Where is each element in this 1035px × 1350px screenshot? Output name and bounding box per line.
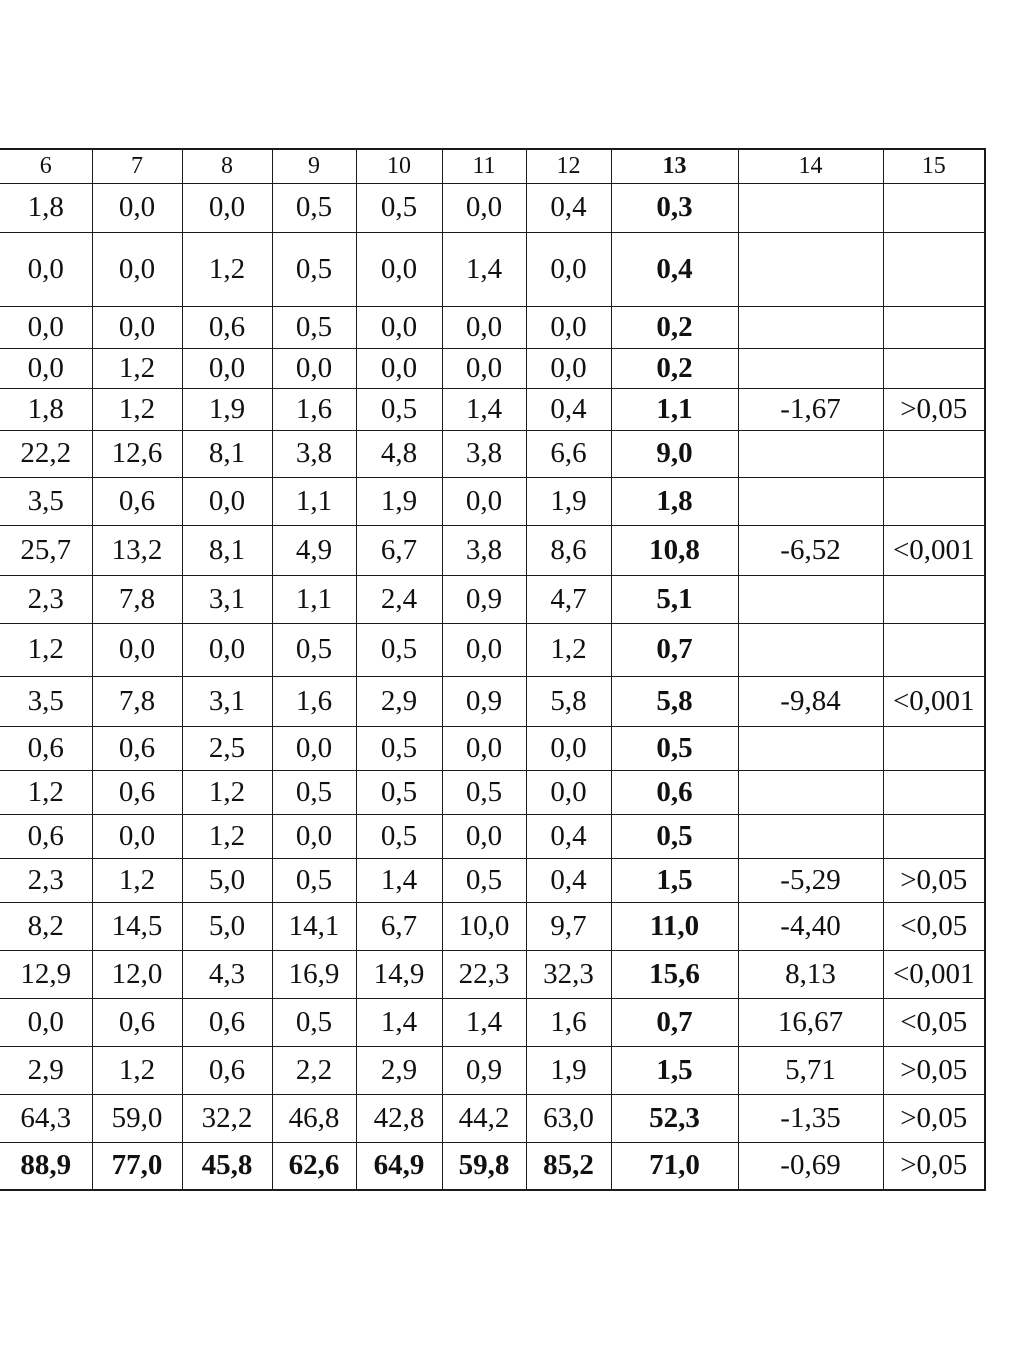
table-cell: 0,0 <box>356 348 442 388</box>
table-cell: -5,29 <box>738 858 883 902</box>
table-cell <box>738 477 883 525</box>
table-cell: 85,2 <box>526 1142 611 1190</box>
table-cell: 0,6 <box>182 306 272 348</box>
table-cell: 0,5 <box>356 814 442 858</box>
table-cell <box>738 430 883 477</box>
table-cell: 16,9 <box>272 950 356 998</box>
table-cell: 0,5 <box>611 814 738 858</box>
table-cell: 1,9 <box>526 1046 611 1094</box>
table-cell: 0,0 <box>182 477 272 525</box>
table-cell: 2,9 <box>356 676 442 726</box>
table-cell: 0,0 <box>182 348 272 388</box>
table-cell: 2,4 <box>356 575 442 623</box>
table-cell: -4,40 <box>738 902 883 950</box>
table-cell: 22,3 <box>442 950 526 998</box>
table-cell: 3,8 <box>442 525 526 575</box>
table-row <box>0 306 985 348</box>
table-cell: 0,6 <box>0 726 92 770</box>
table-cell <box>883 183 985 232</box>
table-cell: 5,0 <box>182 858 272 902</box>
table-cell: 0,5 <box>356 623 442 676</box>
table-cell: 0,0 <box>356 306 442 348</box>
column-header: 13 <box>611 149 738 183</box>
table-cell: 0,9 <box>442 676 526 726</box>
table-cell: 0,0 <box>182 623 272 676</box>
table-row <box>0 726 985 770</box>
table-cell <box>883 814 985 858</box>
table-cell: 77,0 <box>92 1142 182 1190</box>
table-cell: 1,6 <box>272 676 356 726</box>
table-row <box>0 950 985 998</box>
table-cell: 13,2 <box>92 525 182 575</box>
table-cell: 0,5 <box>356 770 442 814</box>
table-cell: 0,0 <box>442 306 526 348</box>
table-row <box>0 902 985 950</box>
table-row <box>0 998 985 1046</box>
table-cell: -1,35 <box>738 1094 883 1142</box>
table-cell: 1,4 <box>356 858 442 902</box>
table-cell: 45,8 <box>182 1142 272 1190</box>
table-cell: 0,9 <box>442 575 526 623</box>
table-cell: 1,9 <box>526 477 611 525</box>
table-cell: 3,8 <box>442 430 526 477</box>
table-cell <box>883 477 985 525</box>
table-cell <box>883 306 985 348</box>
table-cell: 3,5 <box>0 477 92 525</box>
table-row <box>0 770 985 814</box>
table-cell: 3,1 <box>182 575 272 623</box>
table-cell <box>738 623 883 676</box>
table-cell: 6,6 <box>526 430 611 477</box>
table-cell <box>883 575 985 623</box>
table-cell: 0,5 <box>442 858 526 902</box>
table-cell: 0,0 <box>272 348 356 388</box>
table-cell: 46,8 <box>272 1094 356 1142</box>
table-cell: <0,001 <box>883 676 985 726</box>
table-cell: 5,8 <box>611 676 738 726</box>
table-cell: 0,6 <box>0 814 92 858</box>
table-row <box>0 525 985 575</box>
table-cell: 0,5 <box>272 858 356 902</box>
table-cell <box>883 348 985 388</box>
table-cell: 88,9 <box>0 1142 92 1190</box>
table-cell: 1,2 <box>0 623 92 676</box>
table-cell: 0,0 <box>442 726 526 770</box>
table-cell: 14,9 <box>356 950 442 998</box>
table-cell: 0,5 <box>272 623 356 676</box>
table-cell: 15,6 <box>611 950 738 998</box>
table-cell: 1,9 <box>356 477 442 525</box>
table-cell: 6,7 <box>356 525 442 575</box>
table-cell <box>883 770 985 814</box>
table-cell: 8,2 <box>0 902 92 950</box>
table-cell: 5,8 <box>526 676 611 726</box>
table-cell: 0,0 <box>526 770 611 814</box>
table-cell: 0,2 <box>611 348 738 388</box>
table-cell: 8,6 <box>526 525 611 575</box>
table-cell: 9,7 <box>526 902 611 950</box>
table-cell: 1,1 <box>611 388 738 430</box>
table-cell: 3,5 <box>0 676 92 726</box>
table-cell: 71,0 <box>611 1142 738 1190</box>
table-cell: 1,5 <box>611 1046 738 1094</box>
table-cell: 14,1 <box>272 902 356 950</box>
table-cell: 0,0 <box>92 306 182 348</box>
table-cell: 1,4 <box>442 998 526 1046</box>
table-cell: 22,2 <box>0 430 92 477</box>
table-cell: 0,0 <box>442 623 526 676</box>
table-cell: 0,5 <box>611 726 738 770</box>
table-cell: >0,05 <box>883 388 985 430</box>
table-cell: 42,8 <box>356 1094 442 1142</box>
table-cell: 1,6 <box>272 388 356 430</box>
table-cell: 0,6 <box>92 998 182 1046</box>
table-cell: 0,6 <box>92 477 182 525</box>
table-cell <box>883 430 985 477</box>
table-cell: 12,6 <box>92 430 182 477</box>
table-cell: 0,6 <box>182 1046 272 1094</box>
table-cell: -0,69 <box>738 1142 883 1190</box>
table-cell: 0,5 <box>272 770 356 814</box>
table-cell: 0,0 <box>272 726 356 770</box>
table-cell: 0,0 <box>0 348 92 388</box>
table-cell: 4,7 <box>526 575 611 623</box>
table-cell: 44,2 <box>442 1094 526 1142</box>
table-cell: 2,9 <box>356 1046 442 1094</box>
table-cell: 1,8 <box>611 477 738 525</box>
table-cell: 0,0 <box>356 232 442 306</box>
table-cell: 0,4 <box>526 183 611 232</box>
data-table <box>0 148 986 1191</box>
table-cell: 7,8 <box>92 676 182 726</box>
table-cell: 0,0 <box>442 477 526 525</box>
table-cell: 52,3 <box>611 1094 738 1142</box>
table-cell: 1,4 <box>442 232 526 306</box>
table-cell: >0,05 <box>883 1046 985 1094</box>
column-header: 7 <box>92 149 182 183</box>
table-cell: 1,5 <box>611 858 738 902</box>
table-cell: 59,8 <box>442 1142 526 1190</box>
table-cell: 0,0 <box>526 348 611 388</box>
table-cell: 0,5 <box>356 388 442 430</box>
table-row <box>0 183 985 232</box>
table-cell <box>883 232 985 306</box>
table-cell: 0,6 <box>611 770 738 814</box>
table-cell: 0,9 <box>442 1046 526 1094</box>
table-cell: 1,9 <box>182 388 272 430</box>
table-cell: 0,5 <box>272 998 356 1046</box>
table-row <box>0 623 985 676</box>
table-cell: 4,3 <box>182 950 272 998</box>
table-row <box>0 1094 985 1142</box>
table-row <box>0 430 985 477</box>
column-header: 11 <box>442 149 526 183</box>
table-cell: 6,7 <box>356 902 442 950</box>
table-cell: 0,0 <box>272 814 356 858</box>
table-cell: 32,2 <box>182 1094 272 1142</box>
table-cell: 0,0 <box>526 232 611 306</box>
table-cell: 25,7 <box>0 525 92 575</box>
table-cell: 9,0 <box>611 430 738 477</box>
table-cell: 7,8 <box>92 575 182 623</box>
table-cell: 1,2 <box>92 1046 182 1094</box>
table-cell: <0,001 <box>883 525 985 575</box>
table-cell: 0,0 <box>442 183 526 232</box>
table-cell: 8,13 <box>738 950 883 998</box>
table-row <box>0 1046 985 1094</box>
table-cell: 1,1 <box>272 477 356 525</box>
table-cell: 0,0 <box>526 306 611 348</box>
column-header: 6 <box>0 149 92 183</box>
table-cell: 4,9 <box>272 525 356 575</box>
table-row <box>0 575 985 623</box>
table-cell: 63,0 <box>526 1094 611 1142</box>
table-cell: 12,0 <box>92 950 182 998</box>
table-cell: 0,0 <box>442 348 526 388</box>
table-cell: >0,05 <box>883 1094 985 1142</box>
header-row <box>0 149 985 183</box>
table-cell: 1,4 <box>442 388 526 430</box>
table-cell: 1,8 <box>0 183 92 232</box>
table-cell <box>738 183 883 232</box>
table-cell: 0,4 <box>611 232 738 306</box>
table-cell: 5,0 <box>182 902 272 950</box>
table-cell <box>738 726 883 770</box>
table-cell: 32,3 <box>526 950 611 998</box>
table-cell: 0,5 <box>272 232 356 306</box>
table-cell: 3,8 <box>272 430 356 477</box>
table-cell: 0,5 <box>442 770 526 814</box>
table-cell: 2,2 <box>272 1046 356 1094</box>
table-cell: 0,6 <box>92 770 182 814</box>
table-cell: 0,4 <box>526 388 611 430</box>
table-cell <box>738 306 883 348</box>
table-cell: 10,8 <box>611 525 738 575</box>
column-header: 8 <box>182 149 272 183</box>
table-cell: 8,1 <box>182 525 272 575</box>
table-cell: 1,2 <box>182 814 272 858</box>
table-cell: 0,0 <box>92 814 182 858</box>
table-cell: 2,3 <box>0 858 92 902</box>
table-cell: 64,3 <box>0 1094 92 1142</box>
table-cell: 0,0 <box>92 623 182 676</box>
table-cell: 1,2 <box>92 348 182 388</box>
table-cell: 16,67 <box>738 998 883 1046</box>
table-row <box>0 676 985 726</box>
table-cell: 62,6 <box>272 1142 356 1190</box>
table-cell: <0,001 <box>883 950 985 998</box>
table-cell: 11,0 <box>611 902 738 950</box>
table-cell <box>738 814 883 858</box>
table-cell: 2,3 <box>0 575 92 623</box>
table-cell: 12,9 <box>0 950 92 998</box>
table-cell: -1,67 <box>738 388 883 430</box>
table-cell: 5,1 <box>611 575 738 623</box>
table-row <box>0 814 985 858</box>
table-cell <box>738 575 883 623</box>
table-cell: 0,2 <box>611 306 738 348</box>
table-cell: 0,7 <box>611 623 738 676</box>
table-cell: -6,52 <box>738 525 883 575</box>
table-cell: 0,6 <box>182 998 272 1046</box>
table-cell: 0,4 <box>526 858 611 902</box>
table-row <box>0 1142 985 1190</box>
table-cell: 5,71 <box>738 1046 883 1094</box>
table-cell: 0,4 <box>526 814 611 858</box>
table-cell: 8,1 <box>182 430 272 477</box>
table-cell: <0,05 <box>883 998 985 1046</box>
table-cell: 0,0 <box>92 183 182 232</box>
table-cell <box>738 232 883 306</box>
table-cell: 0,6 <box>92 726 182 770</box>
table-cell: 59,0 <box>92 1094 182 1142</box>
table-cell: 0,0 <box>526 726 611 770</box>
table-cell: 0,0 <box>0 232 92 306</box>
table-row <box>0 477 985 525</box>
table-cell: >0,05 <box>883 1142 985 1190</box>
table-body <box>0 149 985 1190</box>
table-cell: 1,2 <box>526 623 611 676</box>
table-cell: 1,4 <box>356 998 442 1046</box>
table-cell: 0,0 <box>442 814 526 858</box>
table-cell: 14,5 <box>92 902 182 950</box>
table-cell: 1,6 <box>526 998 611 1046</box>
table-cell: <0,05 <box>883 902 985 950</box>
table-cell: 0,5 <box>356 726 442 770</box>
table-cell: 1,2 <box>182 232 272 306</box>
table-cell: 0,0 <box>0 998 92 1046</box>
column-header: 15 <box>883 149 985 183</box>
table-row <box>0 232 985 306</box>
table-cell: 0,5 <box>356 183 442 232</box>
column-header: 12 <box>526 149 611 183</box>
table-cell: 0,7 <box>611 998 738 1046</box>
table-cell: 10,0 <box>442 902 526 950</box>
table-row <box>0 388 985 430</box>
table-cell: 1,2 <box>92 388 182 430</box>
table-cell: 1,2 <box>182 770 272 814</box>
table-cell: 0,3 <box>611 183 738 232</box>
table-cell: 0,0 <box>92 232 182 306</box>
table-cell: 1,2 <box>92 858 182 902</box>
table-cell: 2,5 <box>182 726 272 770</box>
column-header: 14 <box>738 149 883 183</box>
table-cell: 4,8 <box>356 430 442 477</box>
table-cell: 1,8 <box>0 388 92 430</box>
table-row <box>0 858 985 902</box>
table-cell <box>883 623 985 676</box>
table-cell: 0,0 <box>182 183 272 232</box>
table-cell: 1,1 <box>272 575 356 623</box>
table-cell <box>738 770 883 814</box>
table-cell: 0,0 <box>0 306 92 348</box>
table-cell: 64,9 <box>356 1142 442 1190</box>
table-cell <box>738 348 883 388</box>
table-cell: 1,2 <box>0 770 92 814</box>
table-cell: >0,05 <box>883 858 985 902</box>
table-cell: 3,1 <box>182 676 272 726</box>
table-cell: 0,5 <box>272 306 356 348</box>
table-cell: 0,5 <box>272 183 356 232</box>
table-row <box>0 348 985 388</box>
table-cell <box>883 726 985 770</box>
table-cell: 2,9 <box>0 1046 92 1094</box>
column-header: 10 <box>356 149 442 183</box>
table-cell: -9,84 <box>738 676 883 726</box>
column-header: 9 <box>272 149 356 183</box>
